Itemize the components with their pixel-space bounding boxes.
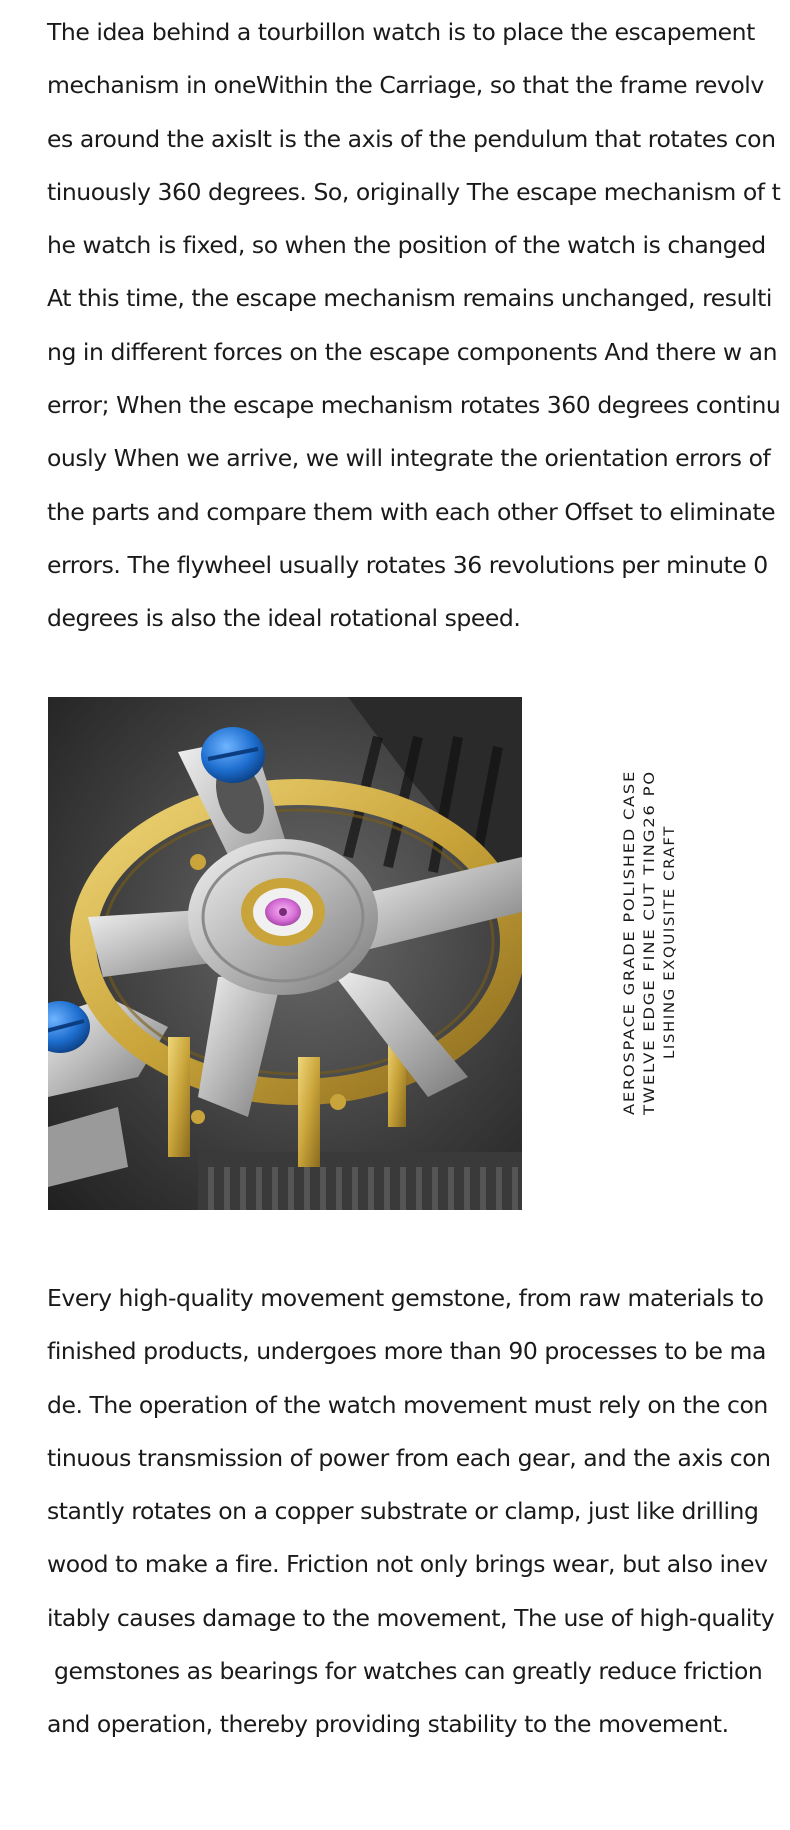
paragraph-line: he watch is fixed, so when the position of the watch is changed xyxy=(47,231,766,260)
paragraph-line: mechanism in oneWithin the Carriage, so that the frame revolv xyxy=(47,71,764,100)
paragraph-line: errors. The flywheel usually rotates 36 revolutions per minute 0 xyxy=(47,550,768,579)
paragraph-line: At this time, the escape mechanism remains unchanged, resulti xyxy=(47,284,772,313)
caption-line: TWELVE EDGE FINE CUT TING26 PO xyxy=(642,821,658,1115)
caption-line: AEROSPACE GRADE POLISHED CASE xyxy=(622,817,638,1115)
paragraph-line: and operation, thereby providing stability to the movement. xyxy=(47,1710,729,1739)
paragraph-line: Every high-quality movement gemstone, from raw materials to xyxy=(47,1284,764,1312)
paragraph-line: ously When we arrive, we will integrate the orientation errors of xyxy=(47,444,771,473)
paragraph-line: finished products, undergoes more than 90 processes to be ma xyxy=(47,1337,766,1366)
paragraph-line: gemstones as bearings for watches can greatly reduce friction xyxy=(47,1657,763,1686)
paragraph-line: tinuous transmission of power from each gear, and the axis con xyxy=(47,1443,771,1472)
paragraph-line: wood to make a fire. Friction not only brings wear, but also inev xyxy=(47,1550,768,1579)
paragraph-line: error; When the escape mechanism rotates 360 degrees continu xyxy=(47,391,781,420)
paragraph-line: The idea behind a tourbillon watch is to place the escapement xyxy=(47,18,755,46)
vertical-caption xyxy=(618,770,678,1115)
paragraph-line: itably causes damage to the movement, The use of high-quality xyxy=(47,1603,775,1632)
paragraph-line: the parts and compare them with each other Offset to eliminate xyxy=(47,497,776,526)
intro-paragraph xyxy=(47,6,781,646)
paragraph-line: tinuously 360 degrees. So, originally The escape mechanism of t xyxy=(47,177,781,206)
paragraph-line: stantly rotates on a copper substrate or clamp, just like drilling xyxy=(47,1497,759,1526)
paragraph-line: de. The operation of the watch movement must rely on the con xyxy=(47,1390,768,1419)
tourbillon-movement-photo xyxy=(48,697,522,1210)
paragraph-line: ng in different forces on the escape components And there w an xyxy=(47,337,778,366)
gemstone-paragraph xyxy=(47,1272,775,1752)
caption-line: LISHING EXQUISITE CRAFT xyxy=(662,839,678,1059)
paragraph-line: es around the axisIt is the axis of the pendulum that rotates con xyxy=(47,124,776,153)
paragraph-line: degrees is also the ideal rotational speed. xyxy=(47,604,521,633)
